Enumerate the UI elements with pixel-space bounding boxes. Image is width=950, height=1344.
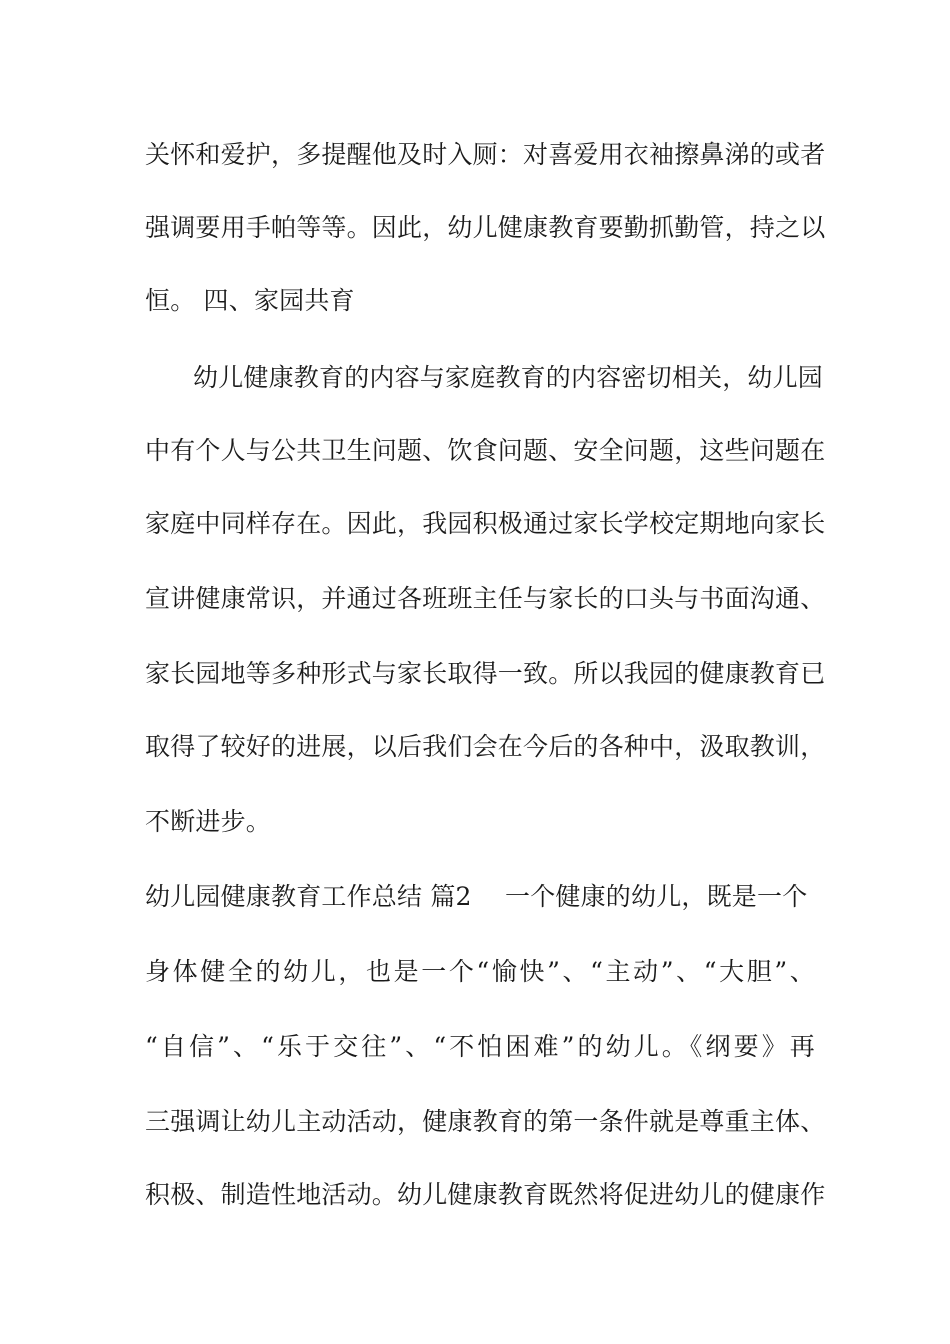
text-line: 幼儿健康教育的内容与家庭教育的内容密切相关，幼儿园 [193, 363, 824, 392]
text-line: 不断进步。 [145, 807, 272, 836]
text-line: 宣讲健康常识，并通过各班班主任与家长的口头与书面沟通、 [145, 584, 826, 613]
text-line: 家长园地等多种形式与家长取得一致。所以我园的健康教育已 [145, 659, 826, 688]
text-line: 取得了较好的进展，以后我们会在今后的各种中，汲取教训， [145, 732, 826, 761]
text-line: “自信”、“乐于交往”、“不怕困难”的幼儿。《纲要》再 [145, 1032, 815, 1061]
section-title-line: 幼儿园健康教育工作总结 篇2 一个健康的幼儿，既是一个 [145, 882, 808, 911]
text-line: 家庭中同样存在。因此，我园积极通过家长学校定期地向家长 [145, 509, 826, 538]
text-line: 强调要用手帕等等。因此，幼儿健康教育要勤抓勤管，持之以 [145, 213, 826, 242]
text-line: 关怀和爱护，多提醒他及时入厕：对喜爱用衣袖擦鼻涕的或者 [145, 140, 826, 169]
text-line: 三强调让幼儿主动活动，健康教育的第一条件就是尊重主体、 [145, 1107, 826, 1136]
text-line: 身体健全的幼儿，也是一个“愉快”、“主动”、“大胆”、 [145, 957, 815, 986]
text-line: 积极、制造性地活动。幼儿健康教育既然将促进幼儿的健康作 [145, 1180, 826, 1209]
text-line: 恒。 四、家园共育 [145, 286, 355, 315]
text-line: 中有个人与公共卫生问题、饮食问题、安全问题，这些问题在 [145, 436, 826, 465]
